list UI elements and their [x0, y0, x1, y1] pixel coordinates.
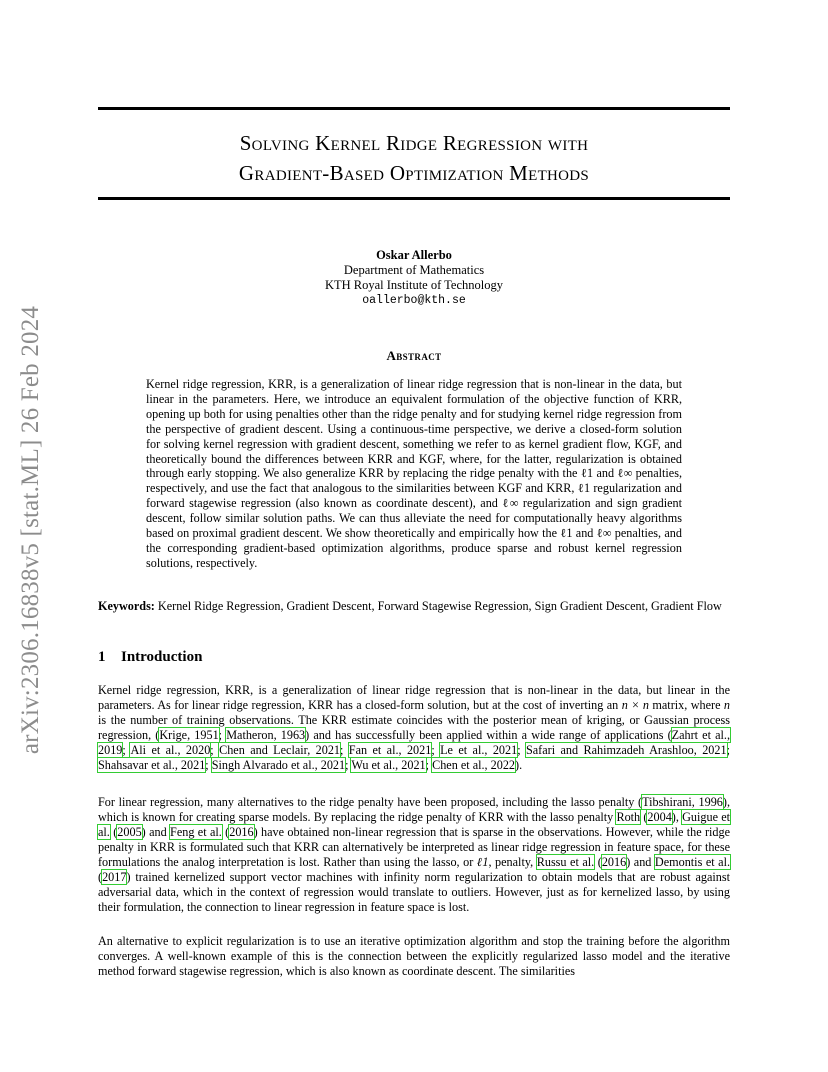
text-run: ;	[340, 743, 349, 757]
citation-link[interactable]: 2016	[229, 825, 254, 839]
text-run: (	[594, 855, 602, 869]
text-run: ;	[210, 743, 220, 757]
citation-link[interactable]: Krige, 1951	[159, 728, 219, 742]
text-run: ;	[122, 743, 131, 757]
keywords-text: Kernel Ridge Regression, Gradient Descent, Forward Stagewise Regression, Sign Gradient Descent, Gradient Flow	[157, 599, 722, 613]
citation-link[interactable]: Roth	[616, 810, 641, 824]
citation-link[interactable]: Guigue et al.	[98, 810, 731, 839]
text-run: ) have obtained non-linear regression that is sparse in the observations. However, while the ridge penalty in KRR is formulated such that KRR can alternatively be interpreted as linear ridge regression in feature space, for these formulations the analog interpretation is lost. Rather than using the lasso, or	[98, 825, 731, 869]
title-line-1: Solving Kernel Ridge Regression with	[239, 131, 589, 155]
paper-title	[98, 128, 730, 188]
text-run: is the number of training observations. The KRR estimate coincides with the posterior mean of kriging, or Gaussian process regression, (	[98, 713, 730, 742]
math-n-by-n: n × n	[621, 698, 649, 712]
citation-link[interactable]: 2004	[647, 810, 672, 824]
citation-link[interactable]: Singh Alvarado et al., 2021	[211, 758, 346, 772]
abstract-heading: Abstract	[386, 348, 442, 363]
keywords-block	[98, 599, 730, 614]
citation-link[interactable]: 2017	[102, 870, 127, 884]
math-l1: ℓ1	[476, 855, 489, 869]
title-rule-bottom	[98, 197, 730, 200]
citation-link[interactable]: Russu et al.	[536, 855, 595, 869]
text-run: For linear regression, many alternatives to the ridge penalty have been proposed, including the lasso penalty (	[98, 795, 643, 809]
text-run: ) and	[626, 855, 655, 869]
citation-link[interactable]: Zahrt et al., 2019	[98, 728, 731, 757]
citation-link[interactable]: Chen et al., 2022	[432, 758, 516, 772]
citation-link[interactable]: 2005	[117, 825, 142, 839]
arxiv-identifier-stamp	[6, 285, 56, 775]
citation-link[interactable]: 2016	[601, 855, 627, 869]
arxiv-identifier-text: arXiv:2306.16838v5 [stat.ML] 26 Feb 2024	[17, 305, 45, 755]
citation-link[interactable]: Ali et al., 2020	[130, 743, 211, 757]
citation-link[interactable]: Feng et al.	[170, 825, 222, 839]
author-block	[98, 248, 730, 308]
intro-paragraph-1	[98, 683, 730, 773]
keywords-label: Keywords:	[98, 599, 155, 613]
text-run: (	[98, 870, 103, 884]
author-email[interactable]: oallerbo@kth.se	[362, 294, 466, 307]
citation-link[interactable]: Fan et al., 2021	[348, 743, 432, 757]
text-run: ),	[671, 810, 683, 824]
author-name: Oskar Allerbo	[376, 248, 452, 262]
text-run: ) and	[141, 825, 171, 839]
text-run: ;	[425, 758, 433, 772]
text-run: ;	[205, 758, 212, 772]
section-number: 1	[98, 649, 106, 665]
abstract-text: Kernel ridge regression, KRR, is a generalization of linear ridge regression that is non-linear in the data, but linear in the parameters. Here, we introduce an equivalent formulation of the objective function of KRR, opening up both for using penalties other than the ridge penalty and for studying kernel ridge regression from the perspective of gradient descent. Using a continuous-time perspective, we derive a closed-form solution for solving kernel regression with gradient descent, something we refer to as kernel gradient flow, KGF, and theoretically bound the differences between KRR and KGF, where, for the latter, regularization is obtained through early stopping. We also generalize KRR by replacing the ridge penalty with the ℓ1 and ℓ∞ penalties, respectively, and use the fact that analogous to the similarities between KGF and KRR, ℓ1 regularization and forward stagewise regression (also known as coordinate descent), and ℓ∞ regularization and sign gradient descent, follow similar solution paths. We can thus alleviate the need for computationally heavy algorithms based on proximal gradient descent. We show theoretically and empirically how the ℓ1 and ℓ∞ penalties, and the corresponding gradient-based optimization algorithms, produce sparse and robust kernel regression solutions, respectively.	[146, 377, 682, 570]
section-title: Introduction	[121, 649, 203, 665]
text-run: (	[640, 810, 648, 824]
section-heading-introduction	[98, 649, 202, 666]
title-rule-top	[98, 107, 730, 110]
text-run: , penalty,	[488, 855, 537, 869]
text-run: ) trained kernelized support vector machines with infinity norm regularization to obtain models that are robust against adversarial data, which in the context of regression would translate to outliers. However, just as for kernelized lasso, by using their formulation, the connection to linear regression in feature space is lost.	[98, 870, 730, 914]
intro-paragraph-2	[98, 795, 730, 915]
text-run: ), which is known for creating sparse models. By replacing the ridge penalty of KRR with the lasso penalty	[98, 795, 730, 824]
text-run: (	[221, 825, 230, 839]
text-run: ) and has successfully been applied within a wide range of applications (	[305, 728, 672, 742]
citation-link[interactable]: Le et al., 2021	[440, 743, 518, 757]
citation-link[interactable]: Wu et al., 2021	[351, 758, 426, 772]
text-run: ;	[517, 743, 526, 757]
math-n: n	[723, 698, 730, 712]
citation-link[interactable]: Shahsavar et al., 2021	[98, 758, 206, 772]
text-run: ;	[345, 758, 352, 772]
text-run: Kernel ridge regression, KRR, is a generalization of linear ridge regression that is non-linear in the data, but linear in the parameters. As for linear ridge regression, KRR has a closed-form solution, but at the cost of inverting an	[98, 683, 730, 712]
citation-link[interactable]: Safari and Rahimzadeh Arashloo, 2021	[525, 743, 727, 757]
author-institution: KTH Royal Institute of Technology	[324, 278, 504, 292]
text-run: ;	[218, 728, 227, 742]
text-run: ;	[726, 743, 730, 757]
text-run: (	[109, 825, 118, 839]
text-run: ;	[431, 743, 441, 757]
author-department: Department of Mathematics	[343, 263, 485, 277]
intro-paragraph-3: An alternative to explicit regularization is to use an iterative optimization algorithm and stop the training before the algorithm converges. A well-known example of this is the connection between the explicitly regularized lasso model and the iterative method forward stagewise regression, which is also known as coordinate descent. The similarities	[98, 934, 730, 978]
citation-link[interactable]: Tibshirani, 1996	[642, 795, 723, 809]
text-run: matrix, where	[648, 698, 724, 712]
citation-link[interactable]: Matheron, 1963	[226, 728, 306, 742]
title-line-2: Gradient-Based Optimization Methods	[238, 161, 590, 185]
citation-link[interactable]: Demontis et al.	[654, 855, 731, 869]
text-run: ).	[515, 758, 523, 772]
citation-link[interactable]: Chen and Leclair, 2021	[219, 743, 341, 757]
